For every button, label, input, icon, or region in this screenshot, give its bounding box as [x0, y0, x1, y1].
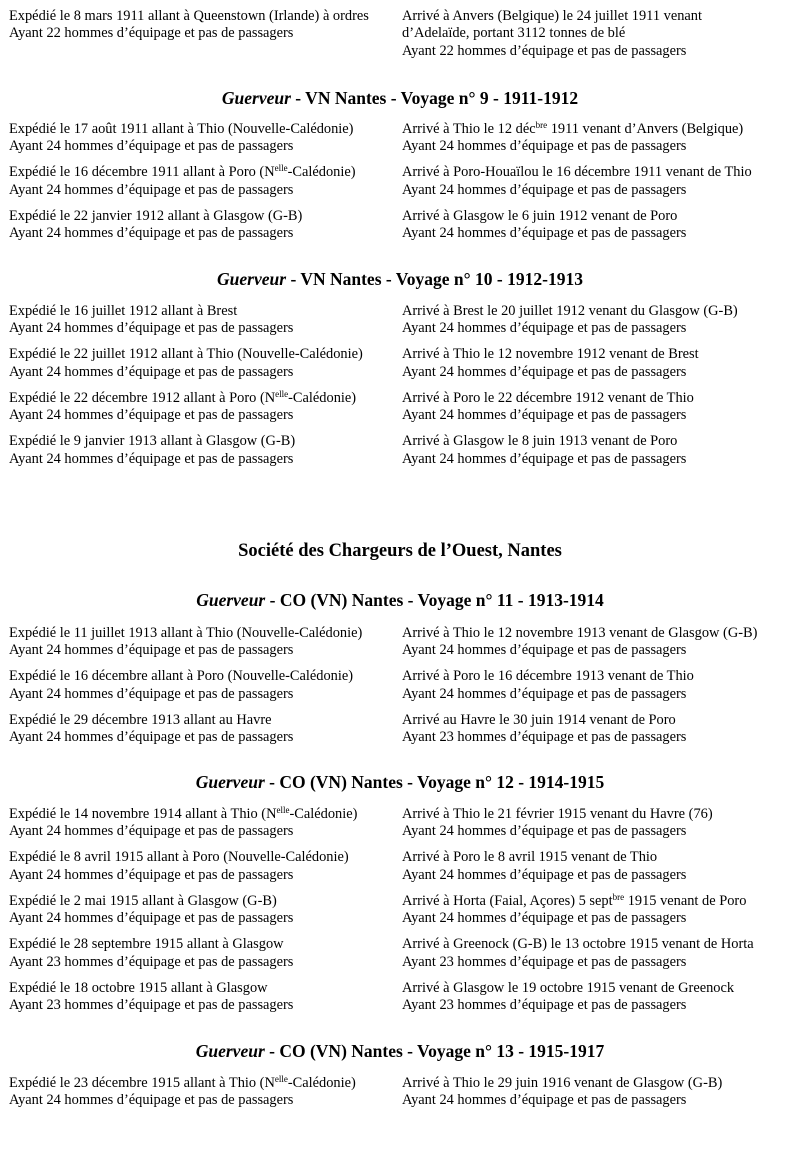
- arrival-line: Arrivé à Poro-Houaïlou le 16 décembre 1911 venant de Thio: [402, 164, 752, 181]
- crew-line: Ayant 24 hommes d’équipage et pas de passagers: [402, 910, 687, 927]
- superscript: elle: [274, 1074, 288, 1084]
- crew-line: Ayant 24 hommes d’équipage et pas de passagers: [402, 866, 687, 883]
- arrival-line: Arrivé à Thio le 12 novembre 1912 venant de Brest: [402, 346, 699, 363]
- departure-text: -Calédonie): [289, 806, 358, 822]
- crew-line: Ayant 24 hommes d’équipage et pas de passagers: [9, 407, 294, 424]
- arrival-line: Arrivé à Brest le 20 juillet 1912 venant du Glasgow (G-B): [402, 303, 738, 319]
- arrival-line: Arrivé à Glasgow le 6 juin 1912 venant de Poro: [402, 207, 678, 224]
- arrival-entry: [402, 1075, 792, 1110]
- departure-line: Expédié le 22 janvier 1912 allant à Glasgow (G-B): [9, 207, 303, 224]
- departure-line: Expédié le 17 août 1911 allant à Thio (Nouvelle-Calédonie): [9, 121, 354, 137]
- crew-line: Ayant 24 hommes d’équipage et pas de passagers: [402, 642, 687, 659]
- ship-name: Guerveur: [195, 1041, 265, 1061]
- departure-entry: [9, 625, 389, 660]
- departure-line: Expédié le 22 juillet 1912 allant à Thio (Nouvelle-Calédonie): [9, 346, 363, 363]
- crew-line: Ayant 22 hommes d’équipage et pas de passagers: [402, 42, 687, 59]
- arrival-entry: [402, 346, 792, 381]
- voyage-row: [0, 164, 800, 199]
- arrival-entry: [402, 625, 792, 660]
- departure-entry: [9, 668, 389, 703]
- crew-line: Ayant 24 hommes d’équipage et pas de passagers: [9, 642, 294, 659]
- arrival-line: Arrivé à Poro le 22 décembre 1912 venant de Thio: [402, 389, 694, 406]
- departure-line: Expédié le 2 mai 1915 allant à Glasgow (G-B): [9, 892, 277, 909]
- crew-line: Ayant 24 hommes d’équipage et pas de passagers: [402, 181, 687, 198]
- ship-name: Guerveur: [196, 590, 266, 610]
- crew-line: Ayant 24 hommes d’équipage et pas de passagers: [9, 138, 294, 155]
- arrival-entry: [402, 208, 792, 243]
- company-title: Société des Chargeurs de l’Ouest, Nantes: [238, 541, 562, 561]
- arrival-line: [402, 893, 792, 910]
- ship-name: Guerveur: [221, 88, 291, 108]
- voyage-row: [0, 303, 800, 338]
- crew-line: Ayant 22 hommes d’équipage et pas de passagers: [9, 25, 294, 42]
- departure-entry: [9, 164, 389, 199]
- voyage-row: [0, 433, 800, 468]
- departure-text: Expédié le 14 novembre 1914 allant à Thio (N: [9, 806, 277, 822]
- crew-line: Ayant 24 hommes d’équipage et pas de passagers: [9, 910, 294, 927]
- voyage-row: [0, 208, 800, 243]
- arrival-entry: [402, 8, 732, 60]
- crew-line: Ayant 24 hommes d’équipage et pas de passagers: [9, 823, 294, 840]
- crew-line: Ayant 24 hommes d’équipage et pas de passagers: [9, 729, 294, 746]
- ship-name: Guerveur: [195, 772, 265, 792]
- arrival-text: Arrivé à Thio le 12 déc: [402, 121, 536, 137]
- arrival-line: Arrivé au Havre le 30 juin 1914 venant de Poro: [402, 711, 676, 728]
- departure-text: -Calédonie): [288, 389, 357, 406]
- arrival-text: 1915 venant de Poro: [624, 892, 747, 909]
- voyage-row: [0, 712, 800, 747]
- voyage-row: [0, 849, 800, 884]
- departure-entry: [9, 208, 389, 243]
- arrival-line: [402, 121, 792, 138]
- voyage-entries: [0, 1075, 800, 1118]
- arrival-entry: [402, 849, 792, 884]
- voyage-title: [0, 88, 800, 108]
- arrival-line: Arrivé à Glasgow le 19 octobre 1915 venant de Greenock: [402, 979, 735, 996]
- voyage-title-text: - CO (VN) Nantes - Voyage n° 12 - 1914-1915: [264, 772, 605, 792]
- crew-line: Ayant 23 hommes d’équipage et pas de passagers: [9, 997, 294, 1014]
- arrival-entry: [402, 390, 792, 425]
- departure-entry: [9, 980, 389, 1015]
- arrival-line: Arrivé à Poro le 8 avril 1915 venant de Thio: [402, 849, 658, 866]
- arrival-line: Arrivé à Glasgow le 8 juin 1913 venant de Poro: [402, 433, 678, 450]
- departure-line: Expédié le 9 janvier 1913 allant à Glasgow (G-B): [9, 433, 296, 450]
- ship-name: Guerveur: [217, 269, 287, 289]
- crew-line: Ayant 23 hommes d’équipage et pas de passagers: [402, 997, 687, 1014]
- superscript: elle: [275, 388, 289, 399]
- departure-line: Expédié le 28 septembre 1915 allant à Glasgow: [9, 936, 284, 953]
- voyage-row: [0, 390, 800, 425]
- departure-entry: [9, 849, 389, 884]
- voyage-row: [0, 893, 800, 928]
- arrival-entry: [402, 303, 792, 338]
- departure-line: Expédié le 29 décembre 1913 allant au Havre: [9, 711, 272, 728]
- arrival-entry: [402, 936, 792, 971]
- voyage-title: [0, 590, 800, 610]
- crew-line: Ayant 24 hommes d’équipage et pas de passagers: [402, 363, 687, 380]
- departure-line: [9, 390, 389, 407]
- arrival-entry: [402, 980, 792, 1015]
- arrival-text: Arrivé à Horta (Faial, Açores) 5 sept: [402, 892, 613, 909]
- departure-text: -Calédonie): [287, 1075, 356, 1091]
- voyage-title-text: - CO (VN) Nantes - Voyage n° 11 - 1913-1914: [265, 590, 604, 610]
- intro-row: [0, 8, 800, 60]
- departure-entry: [9, 936, 389, 971]
- crew-line: Ayant 24 hommes d’équipage et pas de passagers: [402, 320, 687, 337]
- voyage-entries: [0, 625, 800, 755]
- departure-entry: [9, 806, 389, 841]
- departure-line: [9, 806, 389, 823]
- voyage-title: [0, 269, 800, 289]
- departure-entry: [9, 303, 389, 338]
- crew-line: Ayant 24 hommes d’équipage et pas de passagers: [402, 685, 687, 702]
- voyage-row: [0, 625, 800, 660]
- crew-line: Ayant 24 hommes d’équipage et pas de passagers: [402, 823, 687, 840]
- crew-line: Ayant 24 hommes d’équipage et pas de passagers: [402, 1092, 687, 1109]
- voyage-row: [0, 1075, 800, 1110]
- departure-line: Expédié le 11 juillet 1913 allant à Thio (Nouvelle-Calédonie): [9, 625, 363, 641]
- crew-line: Ayant 24 hommes d’équipage et pas de passagers: [9, 181, 294, 198]
- voyage-title-text: - CO (VN) Nantes - Voyage n° 13 - 1915-1917: [264, 1041, 605, 1061]
- crew-line: Ayant 23 hommes d’équipage et pas de passagers: [402, 729, 687, 746]
- arrival-line: Arrivé à Greenock (G-B) le 13 octobre 1915 venant de Horta: [402, 936, 754, 953]
- voyage-row: [0, 121, 800, 156]
- voyage-row: [0, 346, 800, 381]
- voyage-entries: [0, 121, 800, 251]
- voyage-row: [0, 936, 800, 971]
- superscript: bre: [612, 891, 625, 902]
- crew-line: Ayant 23 hommes d’équipage et pas de passagers: [9, 953, 294, 970]
- superscript: elle: [276, 805, 290, 815]
- departure-text: Expédié le 16 décembre 1911 allant à Poro (N: [9, 164, 275, 181]
- crew-line: Ayant 24 hommes d’équipage et pas de passagers: [9, 363, 294, 380]
- arrival-line: Arrivé à Thio le 12 novembre 1913 venant de Glasgow (G-B): [402, 625, 758, 641]
- departure-text: -Calédonie): [287, 164, 356, 181]
- crew-line: Ayant 24 hommes d’équipage et pas de passagers: [9, 1092, 294, 1109]
- voyage-row: [0, 980, 800, 1015]
- departure-entry: [9, 712, 389, 747]
- arrival-entry: [402, 121, 792, 156]
- departure-text: Expédié le 23 décembre 1915 allant à Thio (N: [9, 1075, 275, 1091]
- arrival-line: Arrivé à Thio le 21 février 1915 venant du Havre (76): [402, 806, 713, 822]
- arrival-entry: [402, 806, 792, 841]
- departure-entry: [9, 346, 389, 381]
- arrival-entry: [402, 893, 792, 928]
- departure-text: Expédié le 22 décembre 1912 allant à Poro (N: [9, 389, 276, 406]
- arrival-line: Arrivé à Poro le 16 décembre 1913 venant de Thio: [402, 668, 694, 685]
- voyage-title-text: - VN Nantes - Voyage n° 9 - 1911-1912: [290, 88, 579, 108]
- crew-line: Ayant 24 hommes d’équipage et pas de passagers: [9, 225, 294, 242]
- crew-line: Ayant 24 hommes d’équipage et pas de passagers: [9, 450, 294, 467]
- superscript: bre: [535, 120, 548, 130]
- departure-line: Expédié le 16 juillet 1912 allant à Brest: [9, 303, 238, 319]
- departure-line: Expédié le 18 octobre 1915 allant à Glasgow: [9, 979, 268, 996]
- crew-line: Ayant 24 hommes d’équipage et pas de passagers: [402, 225, 687, 242]
- departure-entry: [9, 8, 379, 43]
- voyage-entries: [0, 806, 800, 1023]
- departure-line: Expédié le 8 avril 1915 allant à Poro (Nouvelle-Calédonie): [9, 849, 349, 866]
- crew-line: Ayant 24 hommes d’équipage et pas de passagers: [402, 138, 687, 155]
- arrival-line: Arrivé à Thio le 29 juin 1916 venant de Glasgow (G-B): [402, 1075, 723, 1091]
- superscript: elle: [274, 163, 288, 174]
- arrival-line: Arrivé à Anvers (Belgique) le 24 juillet 1911 venant d’Adelaïde, portant 3112 tonnes de blé: [402, 8, 702, 42]
- crew-line: Ayant 24 hommes d’équipage et pas de passagers: [402, 407, 687, 424]
- voyage-title-text: - VN Nantes - Voyage n° 10 - 1912-1913: [286, 269, 583, 289]
- arrival-text: 1911 venant d’Anvers (Belgique): [547, 121, 744, 137]
- crew-line: Ayant 24 hommes d’équipage et pas de passagers: [9, 685, 294, 702]
- voyage-title: [0, 772, 800, 792]
- arrival-entry: [402, 712, 792, 747]
- departure-entry: [9, 1075, 389, 1110]
- departure-line: Expédié le 8 mars 1911 allant à Queenstown (Irlande) à ordres: [9, 8, 369, 24]
- crew-line: Ayant 24 hommes d’équipage et pas de passagers: [9, 866, 294, 883]
- departure-entry: [9, 121, 389, 156]
- voyage-title: [0, 1041, 800, 1061]
- departure-line: [9, 164, 389, 181]
- arrival-entry: [402, 164, 792, 199]
- voyage-entries: [0, 303, 800, 477]
- departure-line: [9, 1075, 389, 1092]
- departure-entry: [9, 390, 389, 425]
- departure-line: Expédié le 16 décembre allant à Poro (Nouvelle-Calédonie): [9, 668, 354, 685]
- voyage-row: [0, 806, 800, 841]
- crew-line: Ayant 24 hommes d’équipage et pas de passagers: [402, 450, 687, 467]
- arrival-entry: [402, 668, 792, 703]
- arrival-entry: [402, 433, 792, 468]
- crew-line: Ayant 24 hommes d’équipage et pas de passagers: [9, 320, 294, 337]
- departure-entry: [9, 893, 389, 928]
- voyage-row: [0, 668, 800, 703]
- crew-line: Ayant 23 hommes d’équipage et pas de passagers: [402, 953, 687, 970]
- departure-entry: [9, 433, 389, 468]
